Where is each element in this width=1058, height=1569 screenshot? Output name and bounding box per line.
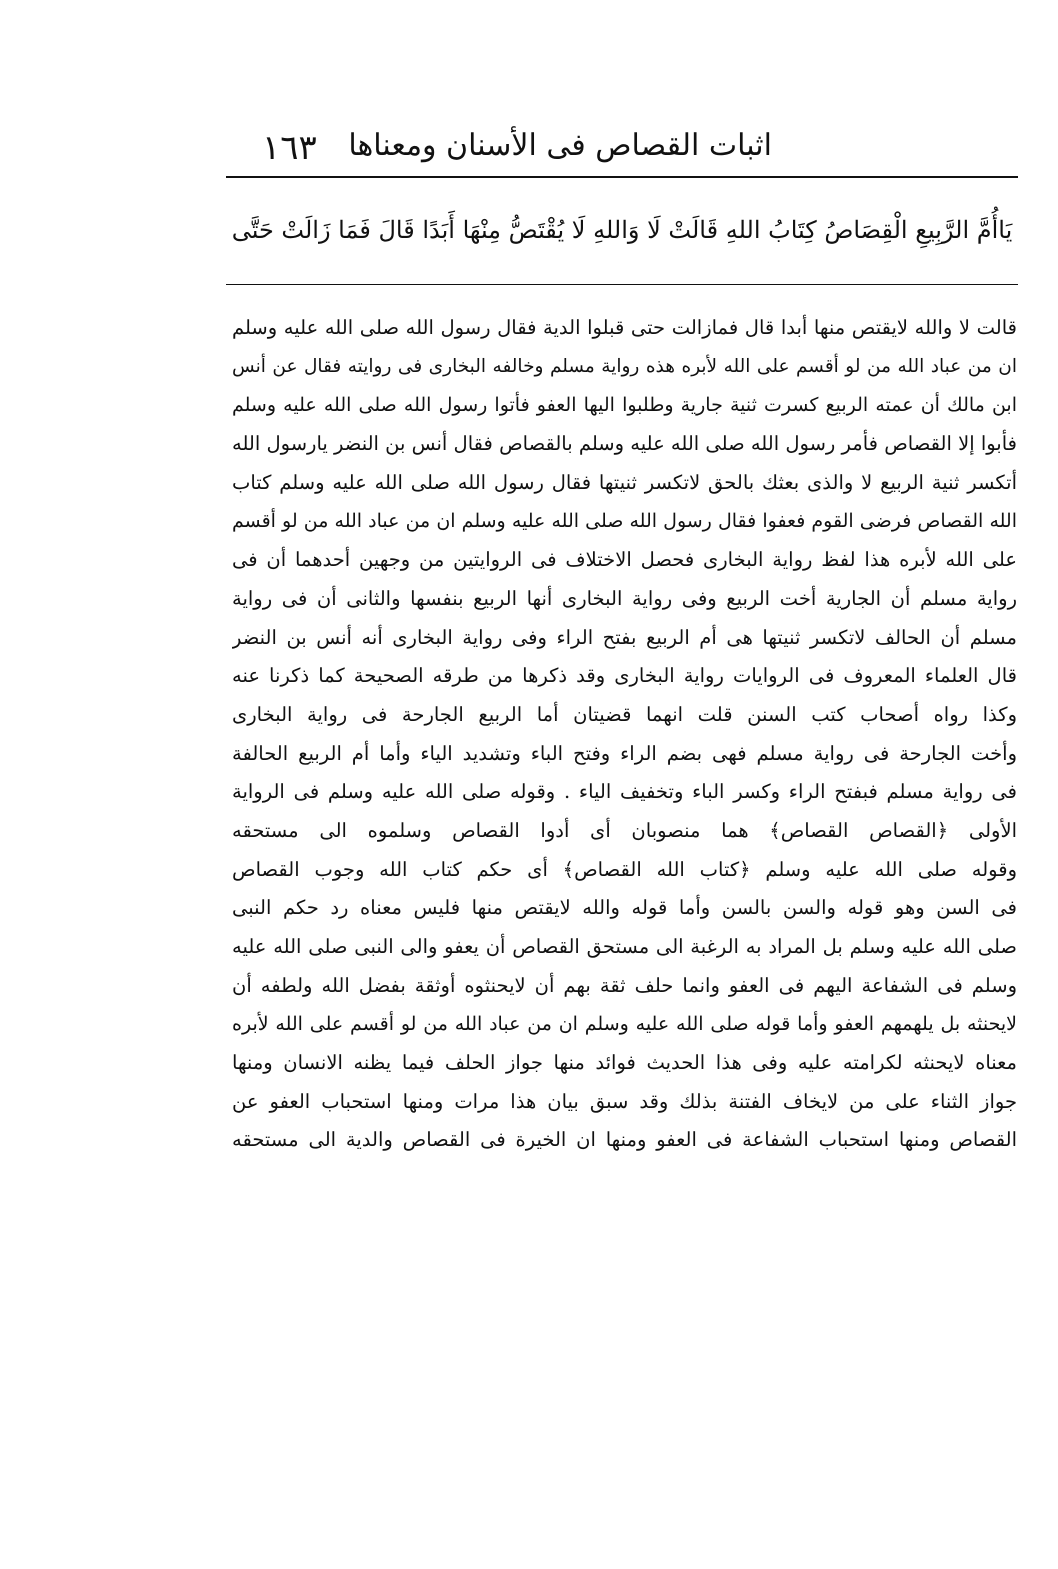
running-title: اثبات القصاص فى الأسنان ومعناها — [348, 128, 772, 163]
body-line: وقوله صلى الله عليه وسلم ﴿كتاب الله القصاص﴾ أى حكم كتاب الله وجوب القصاص — [232, 857, 1017, 881]
header-rule — [226, 176, 1018, 178]
body-line: الأولى ﴿القصاص القصاص﴾ هما منصوبان أى أدوا القصاص وسلموه الى مستحقه — [232, 818, 1017, 842]
body-line: وأخت الجارحة فى رواية مسلم فهى بضم الراء وفتح الباء وتشديد الياء وأما أم الربيع الحالفة — [232, 741, 1017, 765]
body-line: على الله لأبره هذا لفظ رواية البخارى فحصل الاختلاف فى الروايتين من وجهين أحدهما أن فى — [232, 548, 1017, 572]
body-line: صلى الله عليه وسلم بل المراد به الرغبة الى مستحق القصاص أن يعفو والى النبى صلى الله عليه — [232, 935, 1017, 958]
body-line: رواية مسلم أن الجارية أخت الربيع وفى رواية البخارى أنها الربيع بنفسها والثانى أن فى رواية — [232, 586, 1017, 610]
page-number: ١٦٣ — [262, 128, 317, 168]
quran-verse: يَاأُمَّ الرَّبِيعِ الْقِصَاصُ كِتَابُ اللهِ قَالَتْ لَا وَاللهِ لَا يُقْتَصُّ مِنْهَا أَبَدًا قَالَ فَمَا زَالَتْ حَتَّى — [231, 216, 1013, 244]
body-line: معناه لايحنثه لكرامته عليه وفى هذا الحديث فوائد منها جواز الحلف فيما يظنه الانسان ومنها — [232, 1051, 1017, 1075]
body-text — [232, 309, 1017, 1160]
body-line: قالت لا والله لايقتص منها أبدا قال فمازالت حتى قبلوا الدية فقال رسول الله صلى الله عليه وسلم — [232, 316, 1017, 339]
body-line: جواز الثناء على من لايخاف الفتنة بذلك وقد سبق بيان هذا مرات ومنها استحباب العفو عن — [232, 1089, 1017, 1113]
body-line: القصاص ومنها استحباب الشفاعة فى العفو ومنها ان الخيرة فى القصاص والدية الى مستحقه — [232, 1128, 1017, 1152]
body-line: الله القصاص فرضى القوم فعفوا فقال رسول الله صلى الله عليه وسلم ان من عباد الله من لو أقسم — [232, 510, 1017, 533]
body-line: فأبوا إلا القصاص فأمر رسول الله صلى الله عليه وسلم بالقصاص فقال أنس بن النضر يارسول الله — [232, 432, 1017, 456]
body-line: ابن مالك أن عمته الربيع كسرت ثنية جارية وطلبوا اليها العفو فأتوا رسول الله صلى الله عليه وسلم — [232, 394, 1017, 417]
body-line: فى السن وهو قوله والسن بالسن وأما قوله والله لايقتص منها فليس معناه رد حكم النبى — [232, 896, 1017, 920]
body-line: أتكسر ثنية الربيع لا والذى بعثك بالحق لاتكسر ثنيتها فقال رسول الله صلى الله عليه وسلم كتاب — [232, 470, 1017, 494]
body-line: وكذا رواه أصحاب كتب السنن قلت انهما قضيتان أما الربيع الجارحة فى رواية البخارى — [232, 702, 1017, 726]
body-line: مسلم أن الحالف لاتكسر ثنيتها هى أم الربيع بفتح الراء وفى رواية البخارى أنه أنس بن النضر — [232, 625, 1017, 649]
body-line: قال العلماء المعروف فى الروايات رواية البخارى وقد ذكرها من طرقه الصحيحة كما ذكرنا عنه — [232, 664, 1017, 688]
body-line: ان من عباد الله من لو أقسم على الله لأبره هذه رواية مسلم وخالفه البخارى فى روايته فقال عن أنس — [232, 355, 1017, 377]
body-line: فى رواية مسلم فبفتح الراء وكسر الباء وتخفيف الياء . وقوله صلى الله عليه وسلم فى الرواية — [232, 780, 1017, 804]
body-line: لايحنثه بل يلهمهم العفو وأما قوله صلى الله عليه وسلم ان من عباد الله من لو أقسم على الله لأبره — [232, 1013, 1017, 1036]
verse-rule — [226, 284, 1018, 285]
body-line: وسلم فى الشفاعة اليهم فى العفو وانما حلف ثقة بهم أن لايحنثوه أوثقة بفضل الله ولطفه أن — [232, 973, 1017, 997]
